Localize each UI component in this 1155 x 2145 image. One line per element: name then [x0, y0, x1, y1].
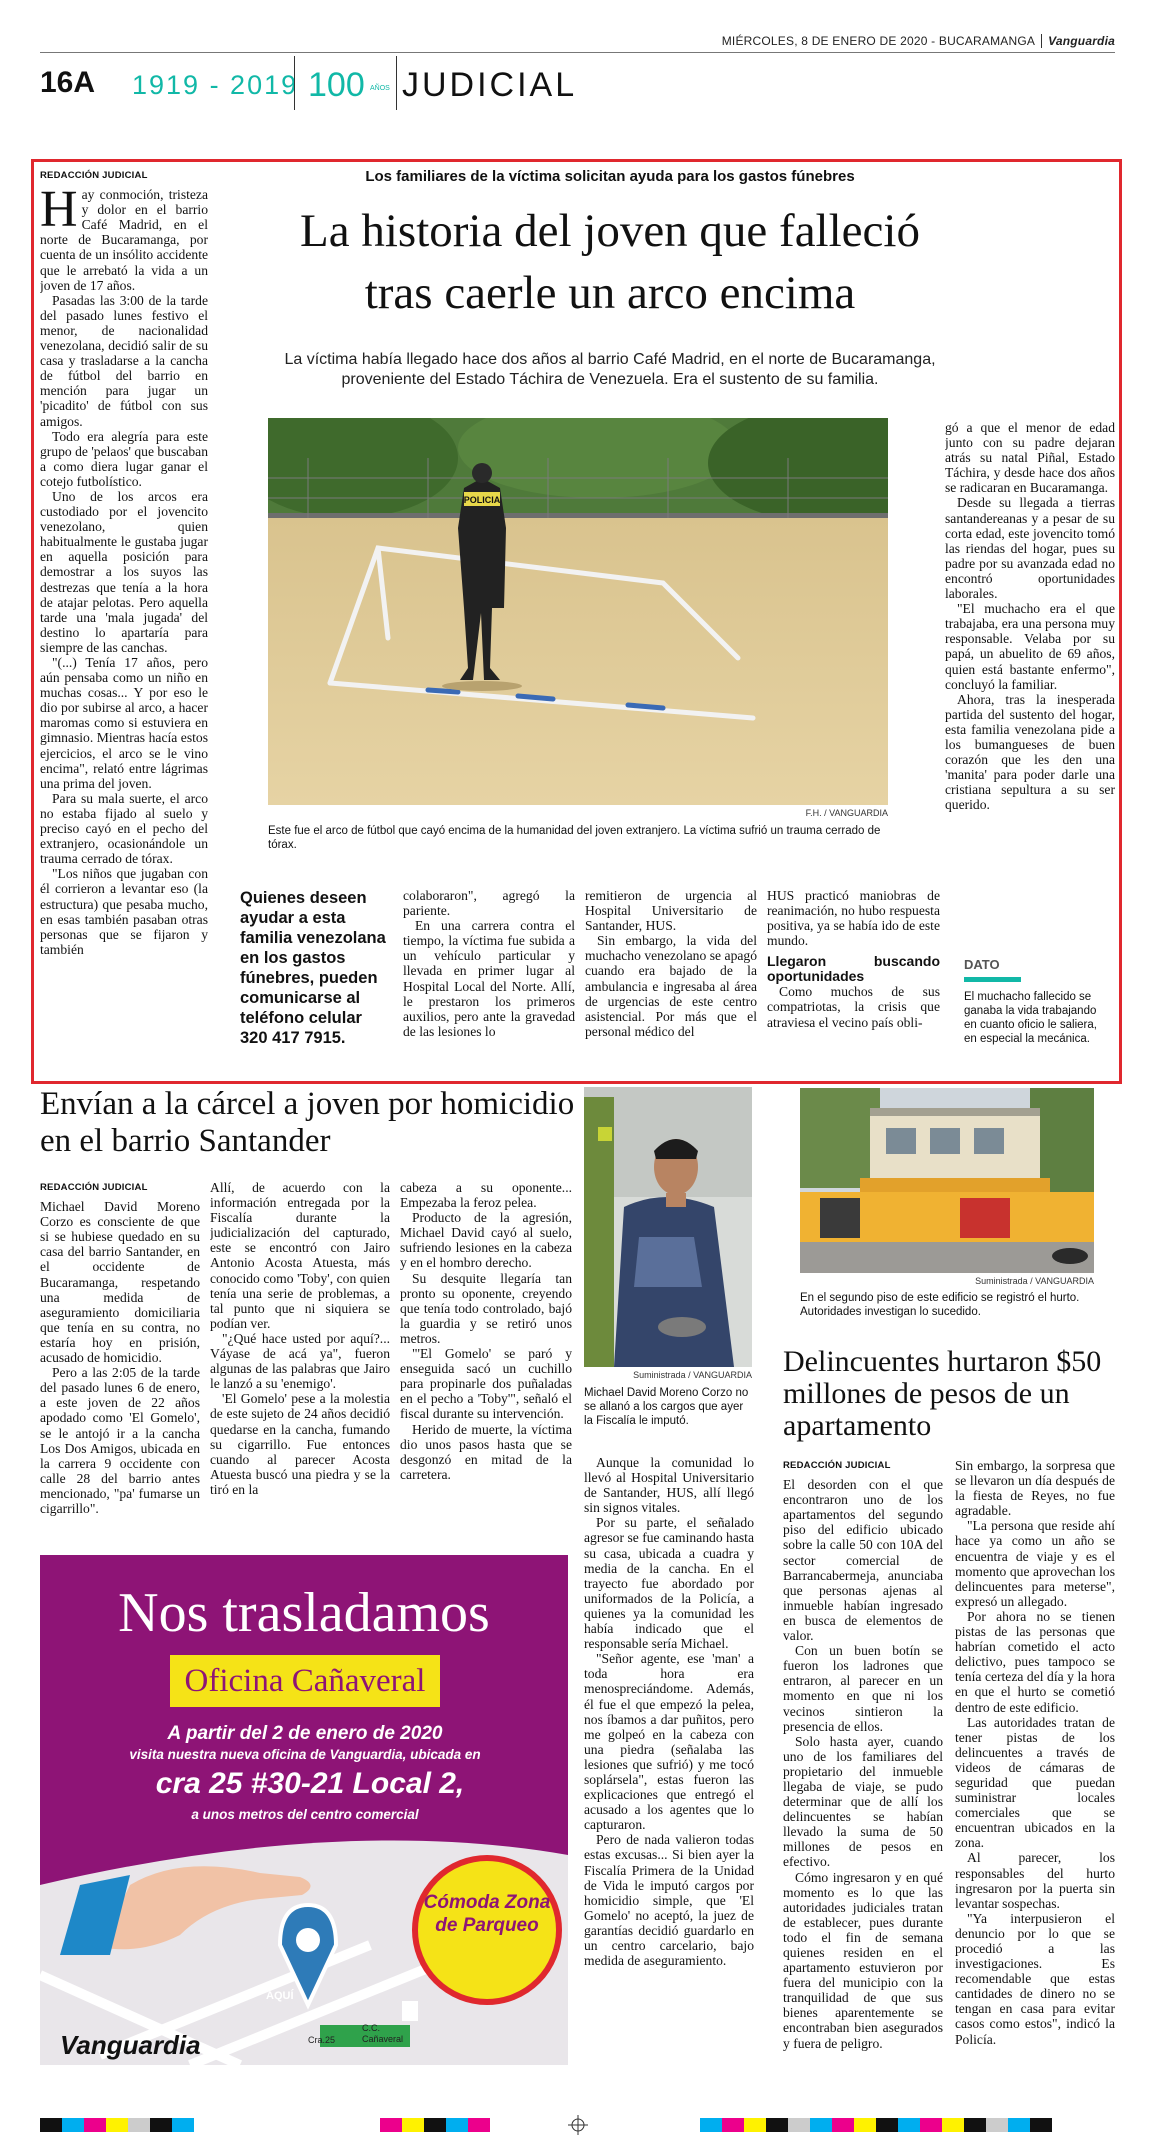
- section-title: JUDICIAL: [402, 66, 578, 104]
- paragraph: Herido de muerte, la víctima dio unos pasos hasta que se desgonzó en mitad de la carretera.: [400, 1421, 572, 1482]
- paragraph: Pasadas las 3:00 de la tarde del pasado lunes festivo el menor, de nacionalidad venezolana, decidió salir de su casa y trasladarse a la cancha de fútbol del barrio en mención para jugar un 'picadito' de fútbol con sus amigos.: [40, 292, 208, 429]
- paragraph: remitieron de urgencia al Hospital Universitario de Santander, HUS.: [585, 888, 757, 934]
- paragraph: Cómo ingresaron y en qué momento es lo que las autoridades judiciales tratan de establecer, pues durante todo el fin de semana quienes residen en el apartamento estuvieron por fuera del municipio con la tranquilidad de que sus bienes aparentemente se encontraban bien asegurados y fuera de peligro.: [783, 1869, 943, 2051]
- color-registration-bar: [380, 2118, 490, 2132]
- ad-visit-line: visita nuestra nueva oficina de Vanguardia, ubicada en: [129, 1747, 481, 1762]
- story3-photo-credit: Suministrada / VANGUARDIA: [975, 1276, 1094, 1286]
- story3-column-1: [783, 1458, 943, 2083]
- anniversary-logo: [308, 64, 398, 104]
- paragraph: "La persona que reside ahí hace ya como un año se encuentra de viaje y es el momento que aprovechan los delincuentes para meterse", expresó un allegado.: [955, 1518, 1115, 1609]
- story3-caption: En el segundo piso de este edificio se registró el hurto. Autoridades investigan lo sucedido.: [800, 1292, 1080, 1318]
- story1-caption: Este fue el arco de fútbol que cayó encima de la humanidad del joven extranjero. La víctima sufrió un trauma cerrado de tórax.: [268, 825, 881, 851]
- paragraph-text: ay conmoción, tristeza y dolor en el barrio Café Madrid, en el norte de Bucaramanga, por cuenta de un insólito accidente que le arrebató la vida a un joven de 17 años.: [40, 187, 208, 293]
- story1-column-6: [945, 420, 1115, 900]
- paragraph: Con un buen botín se fueron los ladrones que entraron, al parecer en un momento en que ni los vecinos sintieron la presencia de ellos.: [783, 1643, 943, 1734]
- ad-brand-logo: Vanguardia: [60, 2030, 201, 2060]
- paragraph: Al parecer, los responsables del hurto ingresaron por la puerta sin levantar sospechas.: [955, 1850, 1115, 1911]
- fact-text: El muchacho fallecido se ganaba la vida trabajando en cuanto oficio le saliera, en especial la mecánica.: [964, 991, 1097, 1045]
- story1-column-3: [403, 888, 575, 1078]
- drop-cap: H: [40, 181, 78, 239]
- story2-column-4: [584, 1455, 754, 2083]
- paragraph: Ahora, tras la inesperada partida del sustento del hogar, esta familia venezolana pide a los bumangueses de buen corazón que les den una 'manita' para poder darle una cristiana sepultura a su ser querido.: [945, 691, 1115, 813]
- subhead: Llegaron buscando oportunidades: [767, 953, 940, 985]
- story1-photo-credit: F.H. / VANGUARDIA: [805, 808, 888, 818]
- paragraph: Todo era alegría para este grupo de 'pelaos' que buscaban a como diera lugar ganar el cotejo futbolístico.: [40, 428, 208, 489]
- logo-sub: AÑOS: [370, 85, 390, 92]
- story1-photo: [268, 418, 888, 805]
- story2-column-2: [210, 1180, 390, 1540]
- paragraph: Pero de nada valieron todas estas excusas... Si bien ayer la Fiscalía Primera de la Unidad de Vida le imputó cargos por homicidio simple, que 'El Gomelo' no aceptó, la juez de garantías decidió guardarlo en un centro carcelario, bajo medida de aseguramiento.: [584, 1832, 754, 1969]
- advertisement[interactable]: [40, 1555, 568, 2065]
- anniversary-years: 1919 - 2019: [132, 70, 299, 100]
- logo-number: 100: [308, 66, 365, 104]
- story3-photo: [800, 1088, 1094, 1273]
- paragraph: Su desquite llegaría tan pronto su oponente, creyendo que tenía todo controlado, bajó la guardia y se retiró unos metros.: [400, 1270, 572, 1346]
- brand-name: Vanguardia: [1041, 34, 1115, 48]
- paragraph: "Los niños que jugaban con él corrieron a levantar eso (la estructura) que pesaba mucho, en esas también pasaban otras personas que se fijaron y también: [40, 866, 208, 957]
- ad-address-note: a unos metros del centro comercial: [191, 1807, 419, 1822]
- story1-column-4: [585, 888, 757, 1078]
- story2-caption: Michael David Moreno Corzo no se allanó a los cargos que ayer la Fiscalía le imputó.: [584, 1387, 749, 1427]
- paragraph: "(...) Tenía 17 años, pero aún pensaba como un niño en muchas cosas... Y por eso le dio por subirse al arco, a hacer maromas como si estuviera en gimnasio. Mientras hacía estos ejercicios, el arco se le vino encima", relató entre lágrimas una prima del joven.: [40, 655, 208, 791]
- paragraph: cabeza a su oponente... Empezaba la feroz pelea.: [400, 1180, 572, 1211]
- paragraph: Allí, de acuerdo con la información entregada por la Fiscalía durante la judicialización del capturado, este se encontró con Jairo Antonio Acosta Atuesta, más conocido como 'Toby', con quien tenía una serie de problemas, a tal punto que ni siquiera se podían ver.: [210, 1180, 390, 1331]
- story2-column-3: [400, 1180, 572, 1540]
- ad-parking-text: Cómoda Zona de Parqueo: [423, 1892, 551, 1936]
- story2-headline: Envían a la cárcel a joven por homicidio en el barrio Santander: [40, 1086, 575, 1159]
- color-registration-bar: [700, 2118, 1052, 2132]
- paragraph: [40, 181, 208, 293]
- paragraph: "Ya interpusieron el denuncio por lo que se procedió a las investigaciones. Es recomendable que estas cantidades de dinero no se tengan en casa para evitar casos como estos", indicó la Policía.: [955, 1910, 1115, 2047]
- paragraph: Producto de la agresión, Michael David cayó al suelo, sufriendo lesiones en la cabeza y en el hombro derecho.: [400, 1210, 572, 1271]
- paragraph: Sin embargo, la vida del muchacho venezolano se apagó cuando era bajado de la ambulancia e ingresaba al área de urgencias de este centro asistencial. Por más que el personal médico del: [585, 933, 757, 1039]
- ad-mall-name: Cañaveral: [362, 2034, 404, 2044]
- paragraph: "El muchacho era el que trabajaba, era una persona muy responsable. Velaba por su papá, un abuelito de 69 años, quien está bastante enfermo", concluyó la familiar.: [945, 601, 1115, 692]
- paragraph: Michael David Moreno Corzo es consciente de que si se hubiese quedado en su casa del barrio Santander, en el occidente de Bucaramanga, respetando una medida de aseguramiento domiciliaria que tenía en su contra, no estaría hoy en prisión, acusado de homicidio.: [40, 1199, 200, 1366]
- story3-headline: Delincuentes hurtaron $50 millones de pesos de un apartamento: [783, 1345, 1102, 1442]
- story2-column-1: [40, 1180, 200, 1540]
- paragraph: 'El Gomelo' pese a la molestia de este sujeto de 24 años decidió quedarse en la cancha, fumando su cigarrillo. Fue entonces cuando al parecer Acosta Atuesta buscó una piedra y se la tiró en la: [210, 1391, 390, 1497]
- masthead: [40, 30, 1115, 110]
- divider: [294, 56, 295, 110]
- paragraph: Pero a las 2:05 de la tarde del pasado lunes 6 de enero, a este joven de 22 años apodado como 'El Gomelo', se le antojó ir a la cancha Los Dos Amigos, ubicada en la carrera 9 occidente con calle 28 del barrio antes mencionado, "pa' fumarse un cigarrillo".: [40, 1365, 200, 1516]
- ad-street-label: Cra.25: [308, 2035, 336, 2045]
- paragraph: Uno de los arcos era custodiado por el jovencito venezolano, quien habitualmente le gustaba jugar en aquella posición para demostrar a los suyos las destrezas que tenía a la hora de atajar pelotas. Pero aquella tarde una 'mala jugada' del destino lo apartaría para siempre de las canchas.: [40, 488, 208, 655]
- byline: REDACCIÓN JUDICIAL: [40, 170, 148, 181]
- paragraph: "'El Gomelo' se paró y enseguida sacó un cuchillo para propinarle dos puñaladas en el pecho a 'Toby'", señaló el fiscal durante su intervención.: [400, 1346, 572, 1422]
- paragraph: En una carrera contra el tiempo, la víctima fue subida a un vehículo particular y llevada en primer lugar al Hospital Local del Norte. Allí, le prestaron los primeros auxilios, pero ante la gravedad de las lesiones lo: [403, 918, 575, 1039]
- story1-pullquote: Quienes deseen ayudar a esta familia venezolana en los gastos fúnebres, pueden comunicarse al teléfono celular 320 417 7915.: [240, 889, 386, 1047]
- story1-column-1: [40, 168, 208, 1078]
- story1-column-5: [767, 888, 940, 1078]
- story3-column-2: [955, 1458, 1115, 2083]
- top-rule: [40, 52, 1115, 53]
- byline: REDACCIÓN JUDICIAL: [40, 1182, 148, 1193]
- paragraph: "¿Qué hace usted por aquí?... Váyase de acá ya", fueron algunas de las palabras que Jairo le lanzó a su 'enemigo'.: [210, 1330, 390, 1392]
- fact-rule: [964, 977, 1021, 982]
- paragraph: Las autoridades tratan de tener pistas de los delincuentes a través de videos de cámaras de seguridad que puedan suministrar locales comerciales que se encuentran ubicados en la zona.: [955, 1714, 1115, 1851]
- byline: REDACCIÓN JUDICIAL: [783, 1460, 891, 1471]
- story1-deck: La víctima había llegado hace dos años al barrio Café Madrid, en el norte de Bucaramanga, proveniente del Estado Táchira de Venezuela. Era el sustento de su familia.: [284, 351, 936, 388]
- story1-kicker: Los familiares de la víctima solicitan ayuda para los gastos fúnebres: [365, 168, 855, 185]
- ad-mall-label: C.C.: [362, 2023, 380, 2033]
- paragraph: HUS practicó maniobras de reanimación, no hubo respuesta positiva, ya se había ido de este mundo.: [767, 888, 940, 949]
- paragraph: Por su parte, el señalado agresor se fue caminando hasta su casa, ubicada a cuadra y media de la cancha. En el trayecto fue abordado por uniformados de la Policía, a quienes ya la comunidad les había indicado que el responsable sería Michael.: [584, 1515, 754, 1652]
- paragraph: El desorden con el que encontraron uno de los apartamentos del segundo piso del edificio ubicado sobre la calle 50 con 10A del sector comercial de Barrancabermeja, anunciaba que personas ajenas al inmueble habían ingresado en busca de elementos de valor.: [783, 1477, 943, 1644]
- dateline: [722, 34, 1115, 48]
- paragraph: Solo hasta ayer, cuando uno de los familiares del propietario del inmueble llegaba de viaje, se pudo determinar que de allí los delincuentes se habían llevado la suma de 50 millones de pesos en efectivo.: [783, 1733, 943, 1870]
- page-number: 16A: [40, 66, 96, 99]
- ad-address: cra 25 #30-21 Local 2,: [155, 1767, 465, 1800]
- color-registration-bar: [40, 2118, 194, 2132]
- ad-date-line: A partir del 2 de enero de 2020: [167, 1723, 443, 1744]
- ad-pin-label: AQUÍ: [266, 1990, 294, 2002]
- ad-title: Nos trasladamos: [118, 1582, 490, 1644]
- paragraph: gó a que el menor de edad junto con su padre dejaran atrás su natal Piñal, Estado Táchira, y desde hace dos años se radicaran en Bucaramanga.: [945, 420, 1115, 496]
- paragraph: colaboraron", agregó la pariente.: [403, 888, 575, 919]
- story2-photo: [584, 1087, 752, 1367]
- date-text: MIÉRCOLES, 8 DE ENERO DE 2020 - BUCARAMANGA: [721, 34, 1036, 48]
- ad-banner: Oficina Cañaveral: [170, 1655, 440, 1707]
- divider: [396, 56, 397, 110]
- paragraph: Sin embargo, la sorpresa que se llevaron un día después de la fiesta de Reyes, no fue agradable.: [955, 1458, 1115, 1519]
- paragraph: Desde su llegada a tierras santandereanas y a pesar de su corta edad, este jovencito tomó las riendas del hogar, pues su padre por su avanzada edad no encontró oportunidades laborales.: [945, 495, 1115, 602]
- fact-label: DATO: [964, 957, 1000, 972]
- story1-headline: La historia del joven que falleció tras caerle un arco encima: [300, 205, 920, 319]
- story2-photo-credit: Suministrada / VANGUARDIA: [633, 1370, 752, 1380]
- paragraph: Para su mala suerte, el arco no estaba fijado al suelo y preciso cayó en el pecho del extranjero, ocasionándole un trauma cerrado de tórax.: [40, 790, 208, 867]
- paragraph: Como muchos de sus compatriotas, la crisis que atraviesa el vecino país obli-: [767, 984, 940, 1030]
- paragraph: Aunque la comunidad lo llevó al Hospital Universitario de Santander, HUS, allí llegó sin signos vitales.: [584, 1455, 754, 1516]
- paragraph: Por ahora no se tienen pistas de las personas que habrían cometido el acto delictivo, pues tampoco se tenía certeza del día y la hora en que el hurto se cometió dentro de este edificio.: [955, 1608, 1115, 1715]
- paragraph: "Señor agente, ese 'man' a toda hora era menospreciándome. Además, él fue el que empezó la pelea, nos íbamos a dar puñitos, pero me golpeó en la cabeza con una piedra (señalaba las lesiones que sufrió) y me tocó soplársela", estas fueron las explicaciones que entregó el acusado a los agentes que lo capturaron.: [584, 1651, 754, 1833]
- police-label: POLICIA: [463, 495, 501, 505]
- registration-crosshair-icon: [568, 2115, 588, 2135]
